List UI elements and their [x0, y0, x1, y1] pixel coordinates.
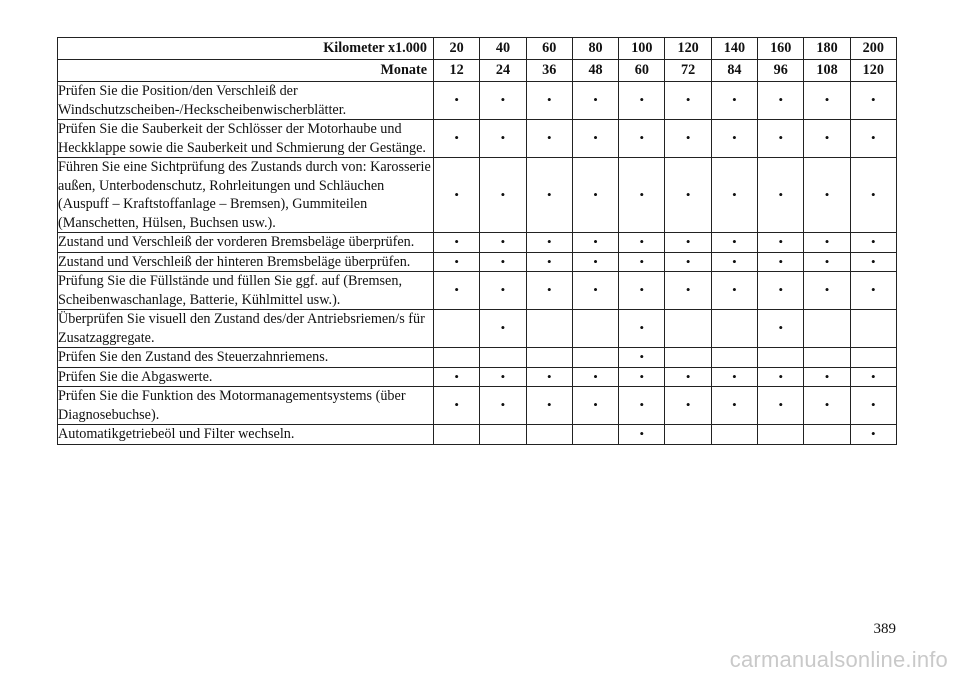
table-row: [58, 367, 897, 387]
header-km-value: 160: [758, 38, 804, 60]
page-number: 389: [873, 621, 896, 637]
service-due-bullet: •: [665, 158, 711, 233]
service-due-bullet: •: [758, 233, 804, 253]
service-due-bullet: •: [619, 367, 665, 387]
service-due-bullet: •: [804, 367, 850, 387]
service-due-bullet: •: [572, 158, 618, 233]
watermark: carmanualsonline.info: [729, 647, 948, 672]
service-due-bullet: •: [480, 158, 526, 233]
header-month-value: 96: [758, 60, 804, 82]
service-empty-cell: [711, 310, 757, 348]
service-empty-cell: [804, 425, 850, 445]
service-due-bullet: •: [619, 272, 665, 310]
table-row: [58, 252, 897, 272]
service-due-bullet: •: [850, 425, 896, 445]
service-due-bullet: •: [665, 367, 711, 387]
service-due-bullet: •: [434, 387, 480, 425]
service-due-bullet: •: [619, 310, 665, 348]
service-due-bullet: •: [480, 82, 526, 120]
header-km-value: 20: [434, 38, 480, 60]
service-due-bullet: •: [804, 387, 850, 425]
header-month-value: 36: [526, 60, 572, 82]
service-empty-cell: [804, 310, 850, 348]
service-due-bullet: •: [850, 158, 896, 233]
table-row: [58, 348, 897, 368]
service-due-bullet: •: [804, 252, 850, 272]
service-due-bullet: •: [711, 158, 757, 233]
service-due-bullet: •: [526, 252, 572, 272]
service-due-bullet: •: [711, 82, 757, 120]
service-due-bullet: •: [758, 252, 804, 272]
service-empty-cell: [434, 310, 480, 348]
task-description: Prüfen Sie die Funktion des Motormanagementsystems (über Diagnosebuchse).: [58, 387, 434, 425]
service-due-bullet: •: [711, 233, 757, 253]
service-empty-cell: [758, 348, 804, 368]
header-month-value: 48: [572, 60, 618, 82]
service-due-bullet: •: [434, 252, 480, 272]
service-empty-cell: [665, 348, 711, 368]
service-due-bullet: •: [758, 367, 804, 387]
service-due-bullet: •: [434, 158, 480, 233]
service-due-bullet: •: [526, 82, 572, 120]
service-due-bullet: •: [758, 310, 804, 348]
task-description: Führen Sie eine Sichtprüfung des Zustands durch von: Karosserie außen, Unterbodenschutz, Rohrleitungen und Schläuchen (Auspuff – Kraftstoffanlage – Bremsen), Gummiteilen (Manschetten, Hülsen, Buchsen usw.).: [58, 158, 434, 233]
table-row: [58, 82, 897, 120]
service-empty-cell: [572, 348, 618, 368]
task-description: Prüfen Sie die Sauberkeit der Schlösser der Motorhaube und Heckklappe sowie die Sauberkeit und Schmierung der Gestänge.: [58, 120, 434, 158]
table-row: [58, 158, 897, 233]
service-due-bullet: •: [804, 272, 850, 310]
schedule-body: [58, 82, 897, 445]
service-empty-cell: [850, 348, 896, 368]
service-due-bullet: •: [619, 252, 665, 272]
service-empty-cell: [526, 310, 572, 348]
service-due-bullet: •: [619, 82, 665, 120]
service-due-bullet: •: [480, 120, 526, 158]
service-due-bullet: •: [758, 120, 804, 158]
service-due-bullet: •: [850, 82, 896, 120]
service-due-bullet: •: [711, 252, 757, 272]
header-km-label: Kilometer x1.000: [58, 38, 434, 60]
service-due-bullet: •: [572, 82, 618, 120]
table-row: [58, 425, 897, 445]
header-km-value: 40: [480, 38, 526, 60]
service-due-bullet: •: [434, 233, 480, 253]
service-due-bullet: •: [711, 272, 757, 310]
service-empty-cell: [434, 425, 480, 445]
service-empty-cell: [480, 348, 526, 368]
service-due-bullet: •: [572, 233, 618, 253]
header-km-value: 100: [619, 38, 665, 60]
service-due-bullet: •: [850, 387, 896, 425]
service-due-bullet: •: [480, 310, 526, 348]
header-km-value: 200: [850, 38, 896, 60]
service-due-bullet: •: [804, 82, 850, 120]
service-due-bullet: •: [804, 120, 850, 158]
service-empty-cell: [526, 425, 572, 445]
task-description: Automatikgetriebeöl und Filter wechseln.: [58, 425, 434, 445]
service-due-bullet: •: [850, 252, 896, 272]
header-month-value: 84: [711, 60, 757, 82]
service-due-bullet: •: [526, 387, 572, 425]
header-km-value: 60: [526, 38, 572, 60]
service-due-bullet: •: [665, 82, 711, 120]
task-description: Zustand und Verschleiß der vorderen Bremsbeläge überprüfen.: [58, 233, 434, 253]
service-due-bullet: •: [665, 252, 711, 272]
service-due-bullet: •: [434, 367, 480, 387]
service-due-bullet: •: [758, 82, 804, 120]
task-description: Prüfung Sie die Füllstände und füllen Sie ggf. auf (Bremsen, Scheibenwaschanlage, Batterie, Kühlmittel usw.).: [58, 272, 434, 310]
service-empty-cell: [434, 348, 480, 368]
service-due-bullet: •: [711, 367, 757, 387]
service-empty-cell: [665, 425, 711, 445]
task-description: Prüfen Sie die Position/den Verschleiß der Windschutzscheiben-/Heckscheibenwischerblätter.: [58, 82, 434, 120]
service-due-bullet: •: [619, 120, 665, 158]
header-row-km: [58, 38, 897, 60]
service-due-bullet: •: [850, 120, 896, 158]
service-due-bullet: •: [619, 425, 665, 445]
service-due-bullet: •: [572, 272, 618, 310]
service-due-bullet: •: [804, 158, 850, 233]
service-empty-cell: [804, 348, 850, 368]
service-due-bullet: •: [434, 120, 480, 158]
header-month-value: 120: [850, 60, 896, 82]
service-due-bullet: •: [572, 120, 618, 158]
service-due-bullet: •: [850, 367, 896, 387]
header-month-value: 108: [804, 60, 850, 82]
table-row: [58, 120, 897, 158]
service-due-bullet: •: [850, 272, 896, 310]
header-month-label: Monate: [58, 60, 434, 82]
service-empty-cell: [526, 348, 572, 368]
service-due-bullet: •: [480, 272, 526, 310]
service-due-bullet: •: [526, 367, 572, 387]
service-empty-cell: [850, 310, 896, 348]
table-row: [58, 272, 897, 310]
service-due-bullet: •: [526, 233, 572, 253]
table-row: [58, 387, 897, 425]
service-due-bullet: •: [480, 367, 526, 387]
service-due-bullet: •: [526, 120, 572, 158]
maintenance-schedule-table: [57, 37, 897, 445]
service-due-bullet: •: [480, 233, 526, 253]
header-row-months: [58, 60, 897, 82]
service-due-bullet: •: [572, 387, 618, 425]
header-km-value: 140: [711, 38, 757, 60]
service-due-bullet: •: [619, 233, 665, 253]
service-due-bullet: •: [619, 348, 665, 368]
service-due-bullet: •: [434, 272, 480, 310]
service-due-bullet: •: [665, 272, 711, 310]
service-empty-cell: [711, 348, 757, 368]
service-empty-cell: [480, 425, 526, 445]
service-empty-cell: [572, 425, 618, 445]
service-due-bullet: •: [526, 158, 572, 233]
table-row: [58, 233, 897, 253]
service-due-bullet: •: [619, 158, 665, 233]
header-month-value: 12: [434, 60, 480, 82]
service-empty-cell: [758, 425, 804, 445]
service-empty-cell: [665, 310, 711, 348]
task-description: Prüfen Sie den Zustand des Steuerzahnriemens.: [58, 348, 434, 368]
service-due-bullet: •: [480, 252, 526, 272]
table-row: [58, 310, 897, 348]
header-km-value: 120: [665, 38, 711, 60]
service-due-bullet: •: [572, 252, 618, 272]
task-description: Prüfen Sie die Abgaswerte.: [58, 367, 434, 387]
service-empty-cell: [572, 310, 618, 348]
service-due-bullet: •: [665, 120, 711, 158]
task-description: Zustand und Verschleiß der hinteren Bremsbeläge überprüfen.: [58, 252, 434, 272]
service-due-bullet: •: [480, 387, 526, 425]
header-month-value: 72: [665, 60, 711, 82]
service-empty-cell: [711, 425, 757, 445]
service-due-bullet: •: [758, 158, 804, 233]
service-due-bullet: •: [804, 233, 850, 253]
service-due-bullet: •: [850, 233, 896, 253]
service-due-bullet: •: [434, 82, 480, 120]
header-km-value: 180: [804, 38, 850, 60]
task-description: Überprüfen Sie visuell den Zustand des/der Antriebsriemen/s für Zusatzaggregate.: [58, 310, 434, 348]
service-due-bullet: •: [526, 272, 572, 310]
service-due-bullet: •: [711, 120, 757, 158]
service-due-bullet: •: [665, 233, 711, 253]
service-due-bullet: •: [619, 387, 665, 425]
service-due-bullet: •: [665, 387, 711, 425]
service-due-bullet: •: [758, 387, 804, 425]
service-due-bullet: •: [711, 387, 757, 425]
header-month-value: 60: [619, 60, 665, 82]
service-due-bullet: •: [572, 367, 618, 387]
header-month-value: 24: [480, 60, 526, 82]
header-km-value: 80: [572, 38, 618, 60]
service-due-bullet: •: [758, 272, 804, 310]
